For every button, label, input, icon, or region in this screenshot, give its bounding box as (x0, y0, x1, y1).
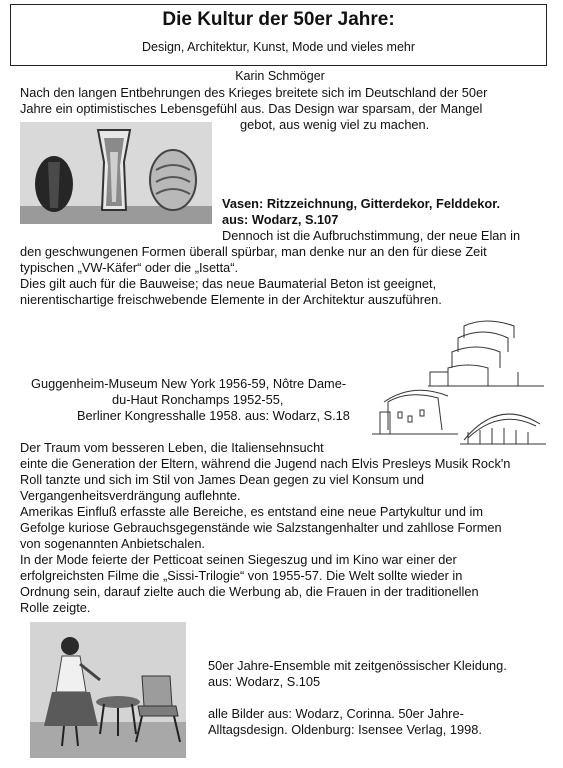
para3-line-4: Vergangenheitsverdrängung auflehnte. (20, 488, 241, 503)
ensemble-photo (30, 622, 186, 758)
para3-line-2: einte die Generation der Eltern, während die Jugend nach Elvis Presleys Musik Rock'n (20, 456, 511, 471)
para3-line-10: Ordnung sein, darauf zielte auch die Werbung ab, die Frauen in der traditionellen (20, 584, 479, 599)
page-subtitle: Design, Architektur, Kunst, Mode und vieles mehr (141, 40, 416, 54)
para2-line-1: Dennoch ist die Aufbruchstimmung, der neue Elan in (222, 228, 521, 243)
architecture-caption-line-1: Guggenheim-Museum New York 1956-59, Nôtre Dame- (31, 376, 347, 391)
para3-line-3: Roll tanzte und sich im Stil von James Dean gegen zu viel Konsum und (20, 472, 425, 487)
ensemble-caption-line-2: aus: Wodarz, S.105 (208, 674, 321, 689)
architecture-caption-line-2: du-Haut Ronchamps 1952-55, (112, 392, 284, 407)
ensemble-caption-line-1: 50er Jahre-Ensemble mit zeitgenössischer Kleidung. (208, 658, 507, 673)
para3-line-7: von sogenannten Anbietschalen. (20, 536, 205, 551)
sources-line-1: alle Bilder aus: Wodarz, Corinna. 50er Jahre- (208, 706, 464, 721)
vases-caption-line-1: Vasen: Ritzzeichnung, Gitterdekor, Felddekor. (222, 196, 501, 211)
para3-line-8: In der Mode feierte der Petticoat seinen Siegeszug und im Kino war einer der (20, 552, 457, 567)
para3-line-6: Gefolge kuriose Gebrauchsgegenstände wie Salzstangenhalter und zahllose Formen (20, 520, 502, 535)
para3-line-1: Der Traum vom besseren Leben, die Italiensehnsucht (20, 440, 324, 455)
intro-line-2: Jahre ein optimistisches Lebensgefühl aus. Das Design war sparsam, der Mangel (20, 101, 483, 116)
architecture-caption-line-3: Berliner Kongresshalle 1958. aus: Wodarz, S.18 (77, 408, 350, 423)
page-title: Die Kultur der 50er Jahre: (162, 9, 395, 30)
para2-line-4: Dies gilt auch für die Bauweise; das neue Baumaterial Beton ist geeignet, (20, 276, 437, 291)
intro-line-3: gebot, aus wenig viel zu machen. (240, 117, 430, 132)
vases-photo (20, 122, 212, 224)
title-box (10, 4, 547, 66)
intro-line-1: Nach den langen Entbehrungen des Krieges breitete sich im Deutschland der 50er (20, 85, 488, 100)
para3-line-11: Rolle zeigte. (20, 600, 91, 615)
sources-line-2: Alltagsdesign. Oldenburg: Isensee Verlag, 1998. (208, 722, 482, 737)
para2-line-2: den geschwungenen Formen überall spürbar, man denke nur an den für diese Zeit (20, 244, 487, 259)
para2-line-5: nierentischartige freischwebende Elemente in der Architektur auszuführen. (20, 292, 442, 307)
para3-line-9: erfolgreichsten Filme die „Sissi-Trilogie“ von 1955-57. Die Welt sollte wieder in (20, 568, 463, 583)
author-name: Karin Schmöger (235, 69, 325, 83)
vases-caption-line-2: aus: Wodarz, S.107 (222, 212, 339, 227)
architecture-sketches (368, 312, 548, 458)
para2-line-3: typischen „VW-Käfer“ oder die „Isetta“. (20, 260, 239, 275)
para3-line-5: Amerikas Einfluß erfasste alle Bereiche, es entstand eine neue Partykultur und im (20, 504, 484, 519)
